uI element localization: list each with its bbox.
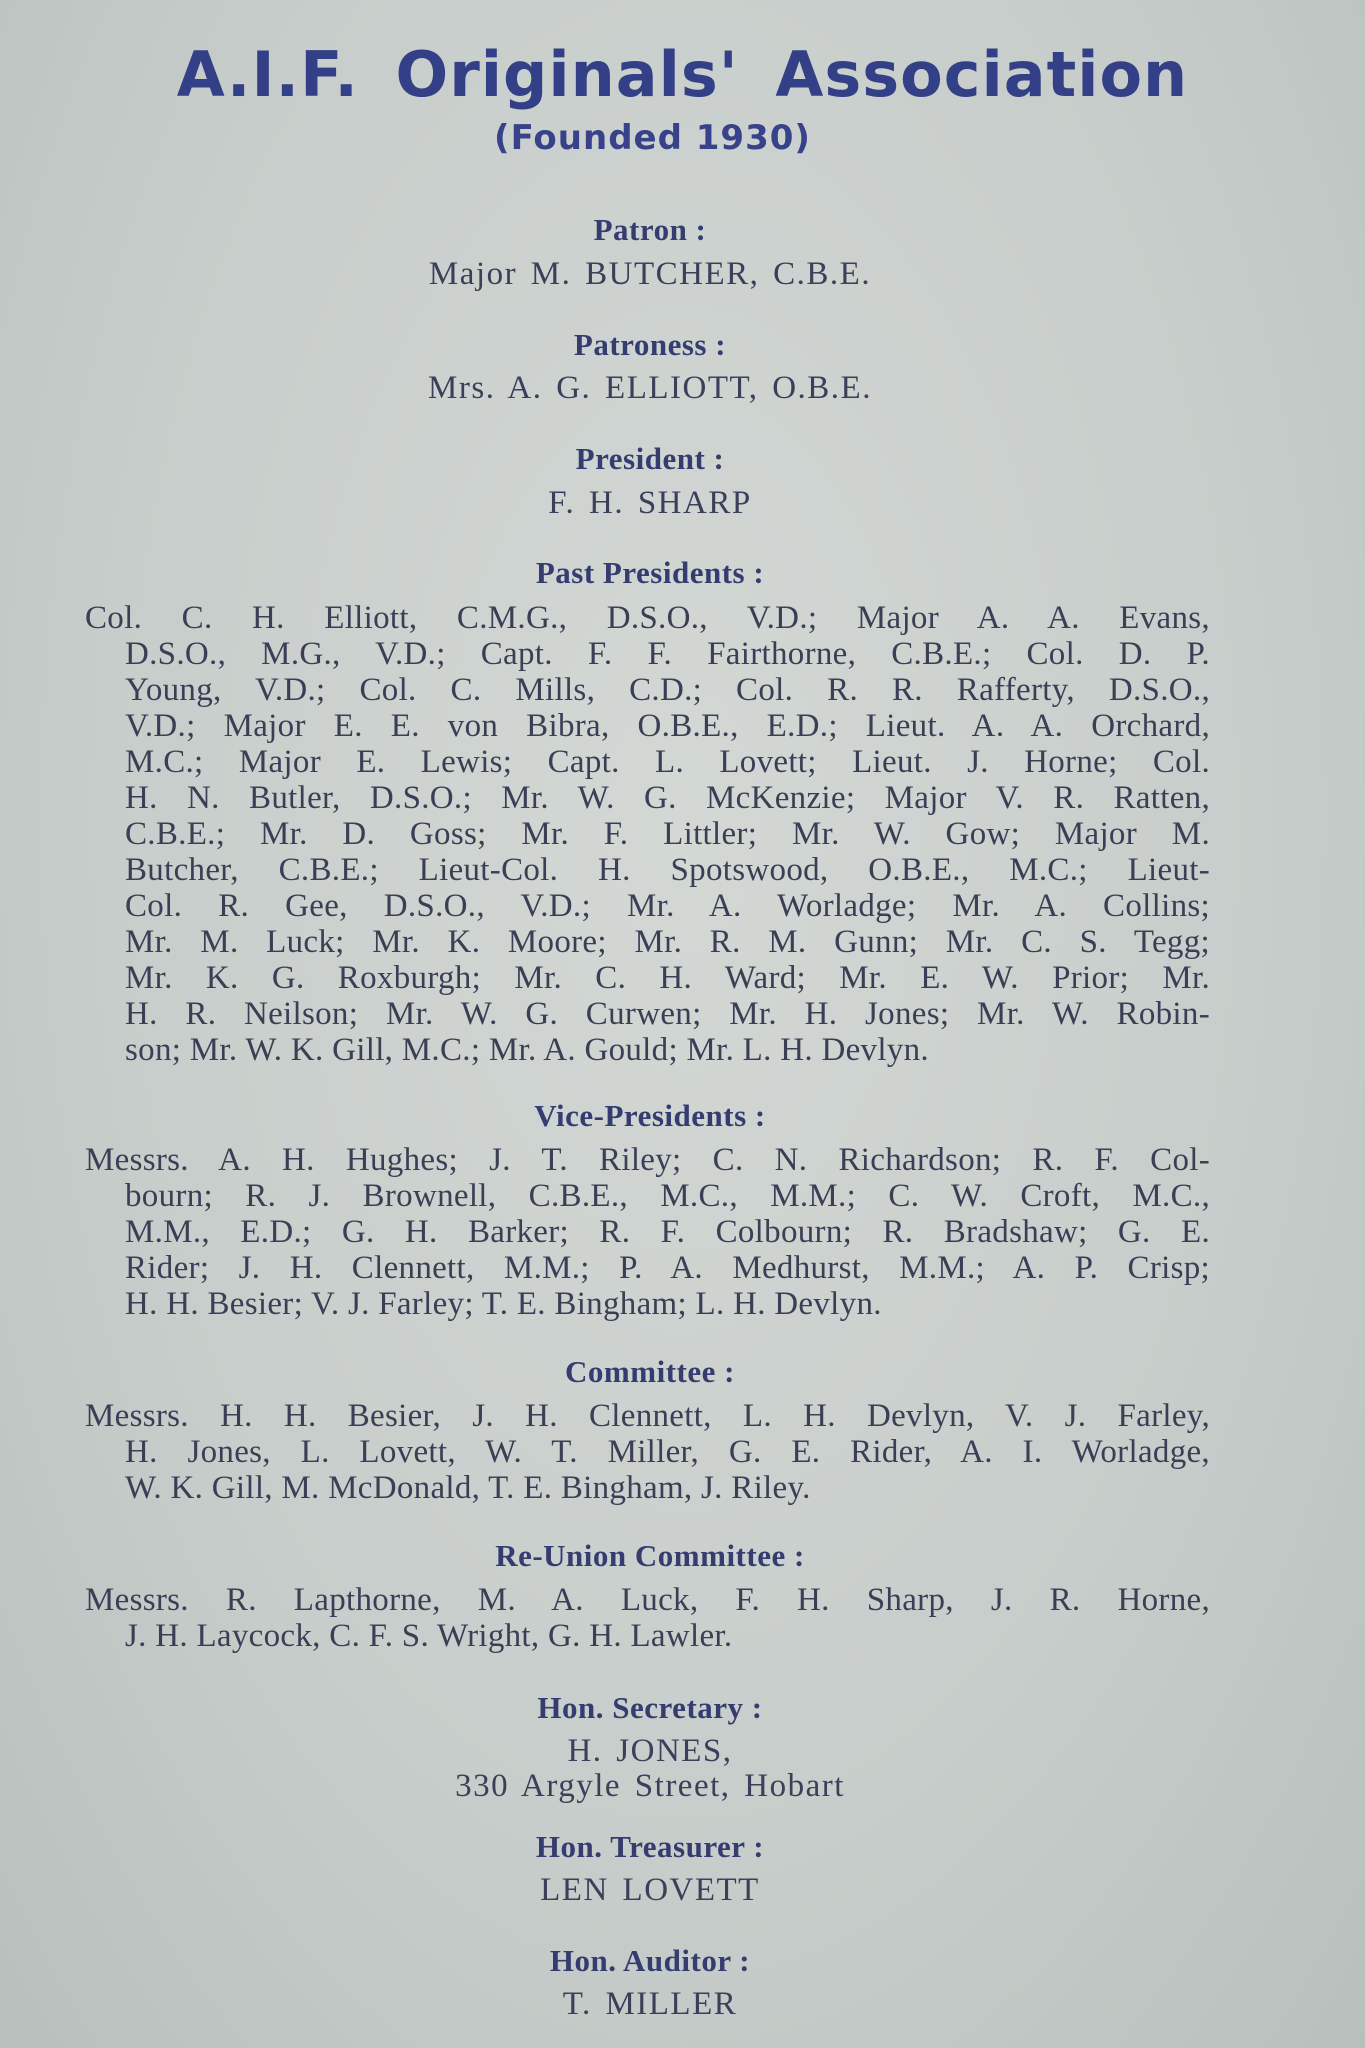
patron-heading: Patron : <box>593 212 707 247</box>
hon-auditor-name: T. MILLER <box>562 1986 738 2022</box>
hon-auditor-heading: Hon. Auditor : <box>549 1943 751 1978</box>
past-presidents-line: Mr. K. G. Roxburgh; Mr. C. H. Ward; Mr. E. W. Prior; Mr. <box>125 960 1210 996</box>
past-presidents-line: son; Mr. W. K. Gill, M.C.; Mr. A. Gould; Mr. L. H. Devlyn. <box>125 1032 929 1068</box>
reunion-committee-heading: Re-Union Committee : <box>495 1538 805 1573</box>
committee-line: W. K. Gill, M. McDonald, T. E. Bingham, J. Riley. <box>125 1470 811 1506</box>
patron-name: Major M. BUTCHER, C.B.E. <box>428 256 872 292</box>
vice-presidents-line: Messrs. A. H. Hughes; J. T. Riley; C. N. Richardson; R. F. Col- <box>85 1142 1210 1178</box>
past-presidents-line: Butcher, C.B.E.; Lieut-Col. H. Spotswood, O.B.E., M.C.; Lieut- <box>125 852 1210 888</box>
past-presidents-line: D.S.O., M.G., V.D.; Capt. F. F. Fairthorne, C.B.E.; Col. D. P. <box>125 636 1210 672</box>
committee-line: Messrs. H. H. Besier, J. H. Clennett, L. H. Devlyn, V. J. Farley, <box>85 1398 1210 1434</box>
past-presidents-line: Young, V.D.; Col. C. Mills, C.D.; Col. R. R. Rafferty, D.S.O., <box>125 672 1210 708</box>
president-heading: President : <box>575 441 725 476</box>
past-presidents-line: Mr. M. Luck; Mr. K. Moore; Mr. R. M. Gunn; Mr. C. S. Tegg; <box>125 924 1210 960</box>
hon-treasurer-name: LEN LOVETT <box>540 1872 760 1908</box>
hon-secretary-heading: Hon. Secretary : <box>537 1690 763 1725</box>
hon-treasurer-heading: Hon. Treasurer : <box>535 1829 765 1864</box>
reunion-committee-line: Messrs. R. Lapthorne, M. A. Luck, F. H. Sharp, J. R. Horne, <box>85 1582 1210 1618</box>
past-presidents-line: H. R. Neilson; Mr. W. G. Curwen; Mr. H. Jones; Mr. W. Robin- <box>125 996 1210 1032</box>
vice-presidents-line: Rider; J. H. Clennett, M.M.; P. A. Medhurst, M.M.; A. P. Crisp; <box>125 1250 1210 1286</box>
past-presidents-line: Col. R. Gee, D.S.O., V.D.; Mr. A. Worladge; Mr. A. Collins; <box>125 888 1210 924</box>
committee-list <box>85 1398 1210 1506</box>
vice-presidents-heading: Vice-Presidents : <box>534 1098 766 1133</box>
vice-presidents-line: M.M., E.D.; G. H. Barker; R. F. Colbourn; R. Bradshaw; G. E. <box>125 1214 1210 1250</box>
past-presidents-line: H. N. Butler, D.S.O.; Mr. W. G. McKenzie; Major V. R. Ratten, <box>125 780 1210 816</box>
patroness-name: Mrs. A. G. ELLIOTT, O.B.E. <box>428 370 872 406</box>
past-presidents-line: Col. C. H. Elliott, C.M.G., D.S.O., V.D.; Major A. A. Evans, <box>85 600 1210 636</box>
vice-presidents-line: bourn; R. J. Brownell, C.B.E., M.C., M.M.; C. W. Croft, M.C., <box>125 1178 1210 1214</box>
past-presidents-line: V.D.; Major E. E. von Bibra, O.B.E., E.D.; Lieut. A. A. Orchard, <box>125 708 1210 744</box>
president-name: F. H. SHARP <box>548 485 752 521</box>
reunion-committee-line: J. H. Laycock, C. F. S. Wright, G. H. Lawler. <box>125 1618 733 1654</box>
past-presidents-list <box>85 600 1210 1068</box>
past-presidents-line: C.B.E.; Mr. D. Goss; Mr. F. Littler; Mr. W. Gow; Major M. <box>125 816 1210 852</box>
past-presidents-heading: Past Presidents : <box>535 555 765 590</box>
patroness-heading: Patroness : <box>573 327 727 362</box>
past-presidents-line: M.C.; Major E. Lewis; Capt. L. Lovett; Lieut. J. Horne; Col. <box>125 744 1210 780</box>
hon-secretary-name: H. JONES, <box>567 1733 733 1769</box>
hon-secretary-address: 330 Argyle Street, Hobart <box>455 1768 845 1804</box>
founded-subtitle: (Founded 1930) <box>494 118 811 158</box>
reunion-committee-list <box>85 1582 1210 1654</box>
committee-heading: Committee : <box>565 1354 735 1389</box>
vice-presidents-list <box>85 1142 1210 1322</box>
committee-line: H. Jones, L. Lovett, W. T. Miller, G. E. Rider, A. I. Worladge, <box>125 1434 1210 1470</box>
association-title: A.I.F. Originals' Association <box>176 38 1189 111</box>
vice-presidents-line: H. H. Besier; V. J. Farley; T. E. Bingham; L. H. Devlyn. <box>125 1286 882 1322</box>
